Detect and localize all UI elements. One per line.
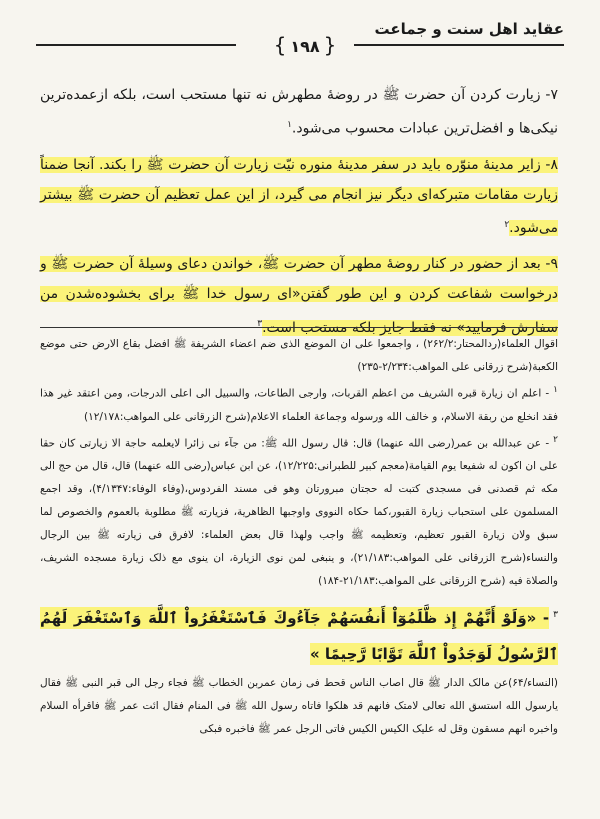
paragraph-7 bbox=[40, 80, 558, 144]
highlighted-paragraph-text: ۹- بعد از حضور در کنار روضهٔ مطهر آن حضرت ﷺ، خواندن دعای وسیلهٔ آن حضرت ﷺ و درخواست شفاعت کردن و این طور گفتن«ای رسول خدا ﷺ برای بخشوده‌شدن من سفارش فرمایید» نه فقط جایز بلکه مستحب است. bbox=[40, 256, 558, 336]
footnotes bbox=[40, 333, 558, 741]
footnote-text: - عن عبدالله بن عمر(رضی الله عنهما) قال: قال رسول الله ﷺ: من جآء نی زائرا لایعلمه حاجة الا زیارتی کان حقا علی ان اکون له شفیعا یوم القیامة(معجم کبیر للطبرانی:۱۲/۲۲۵)، عن ابن عباس(رضی الله عنهما) قال، قال من حج الی مکه ثم قصدنی فی مسجدی کتبت له حجتان مبرورتان وهو فی مسند الفردوس،(وفاء الوفاء:۴/۱۳۴۷)، وقد اجمع المسلمون علی استحباب زیارة القبور،کما حکاه النووی واوجبها الظاهریة، فزیارته ﷺ مطلوبة بالعموم والخصوص لما سبق ولان زیارة القبور تعظیم، وتعظیمه ﷺ واجب ولهذا قال بعض العلماء: لافرق فی زیارته ﷺ بین الرجال والنساء(شرح الزرقانی علی المواهب:۲۱/۱۸۳)، و ینبغی لمن نوی الزیارة، ان ینوی مع ذلک زیارة مسجده الشریف، والصلاة فیه (شرح الزرقانی علی المواهب:۲۱/۱۸۳-۱۸۴) bbox=[40, 437, 558, 587]
footnote-3-quran-verse bbox=[40, 597, 558, 672]
footnote-1 bbox=[40, 379, 558, 429]
paragraph-8 bbox=[40, 150, 558, 244]
page-number-value: ۱۹۸ bbox=[290, 37, 320, 56]
footnote-number: ۱ bbox=[553, 385, 558, 395]
header-rule-right bbox=[354, 44, 564, 46]
footnote-divider bbox=[40, 327, 558, 328]
page-number-bracket-left: { bbox=[273, 33, 287, 57]
footnote-mark: ۱ bbox=[287, 120, 292, 130]
footnote-text: اقوال العلماء(ردالمحتار:۲۶۲/۲) ، واجمعوا علی ان الموضع الذی ضم اعضاء الشریفة ﷺ افضل بقاع الارض حتی موضع الکعبة(شرح زرقانی علی المواهب:۲/۲۳۴-۲۳۵) bbox=[40, 338, 558, 373]
footnote-3-text bbox=[40, 672, 558, 741]
page-header bbox=[36, 14, 564, 58]
page-number-bracket-right: } bbox=[323, 33, 337, 57]
highlighted-paragraph-text: ۸- زایر مدینهٔ منوّره باید در سفر مدینهٔ منوره نیّت زیارت آن حضرت ﷺ را بکند. آنجا ضمناً زیارت مقامات متبرکه‌ای دیگر نیز انجام می گیرد، از این عمل تعظیم آن حضرت ﷺ بیشتر می‌شود. bbox=[40, 156, 558, 237]
header-rule-left bbox=[36, 44, 236, 46]
paragraph-9 bbox=[40, 249, 558, 343]
footnote-number: ۲ bbox=[553, 434, 558, 445]
footnote-mark: ۳ bbox=[257, 319, 263, 330]
footnote-text: (النساء/۶۴)عن مالک الدار ﷺ قال اصاب الناس قحط فی زمان عمربن الخطاب ﷺ فجاء رجل الی قبر النبی ﷺ فقال یارسول الله استسق الله تعالی لامتک فانهم قد هلکوا فاتاه رسول الله ﷺ فی المنام فقال ائت عمر ﷺ فاقرأه السلام واخبره انهم مسقون وقل له علیک الکیس الکیس فاتی الرجل عمر ﷺ فاخبره فبکی bbox=[40, 677, 558, 735]
footnote-continued bbox=[40, 333, 558, 379]
footnote-number: ۳ bbox=[553, 610, 558, 620]
paragraph-text: ۷- زیارت کردن آن حضرت ﷺ در روضهٔ مطهرش نه تنها مستحب است، بلکه ازعمده‌ترین نیکی‌ها و افضل‌ترین عبادات محسوب می‌شود. bbox=[40, 87, 558, 137]
footnote-mark: ۲ bbox=[504, 219, 510, 230]
page-number bbox=[258, 34, 352, 56]
footnote-2 bbox=[40, 429, 558, 594]
quran-verse-highlighted: - «وَلَوْ أَنَّهُمْ إِذ ظَّلَمُوٓاْ أَنفُسَهُمْ جَآءُوكَ فَٱسْتَغْفَرُواْ ٱللَّهَ وَٱسْتَغْفَرَ لَهُمُ ٱلرَّسُولُ لَوَجَدُواْ ٱللَّهَ تَوَّابًا رَّحِيمًا » bbox=[40, 609, 558, 663]
running-title: عقاید اهل سنت و جماعت bbox=[374, 20, 564, 38]
main-text bbox=[40, 80, 558, 349]
footnote-text: - اعلم ان زیارة قبره الشریف من اعظم القربات، وارجی الطاعات، والسبیل الی اعلی الدرجات، ومن اعتقد غیر هذا فقد انخلع من ربقة الاسلام، و خالف الله ورسوله وجماعة العلماء الاعلام(شرح الزرقانی علی المواهب:۱۲/۱۷۸) bbox=[40, 387, 558, 423]
